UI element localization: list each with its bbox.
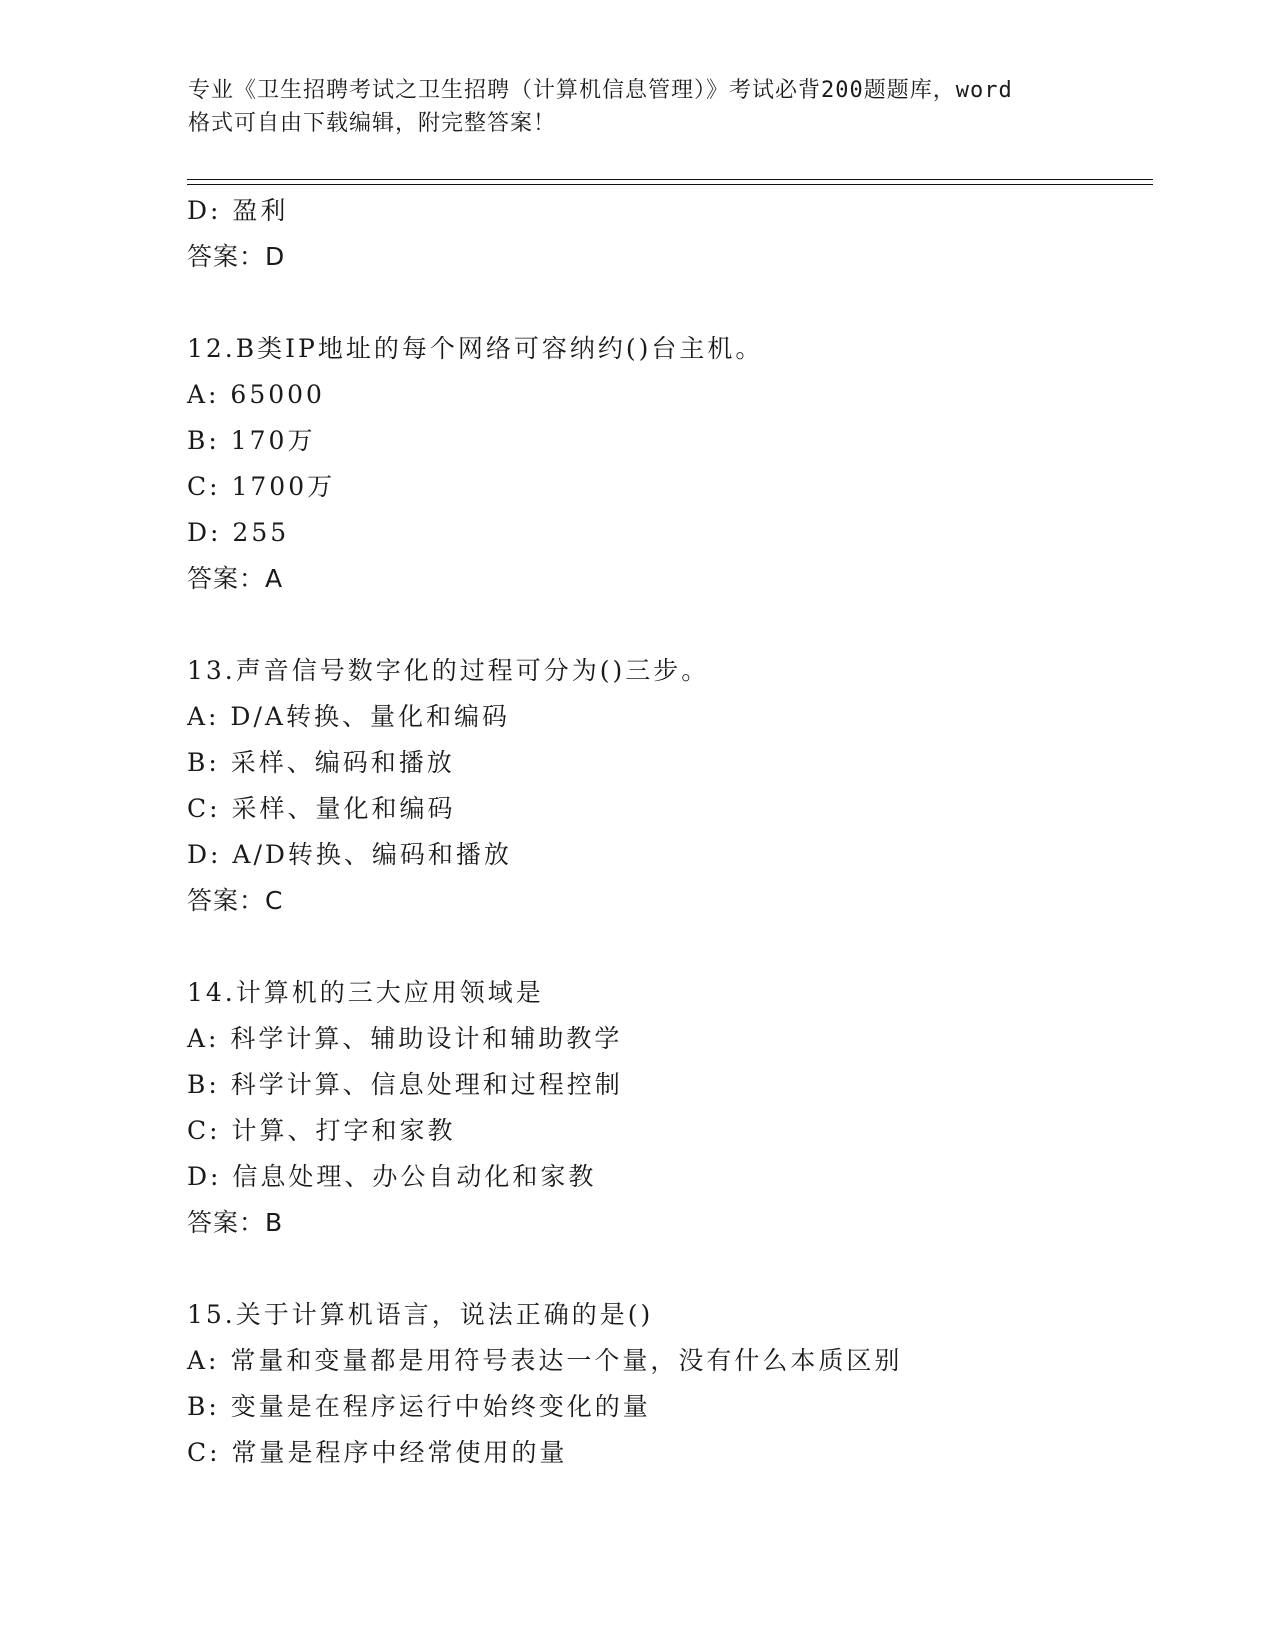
option-c: C: 采样、量化和编码 xyxy=(187,794,456,823)
option-b: B: 科学计算、信息处理和过程控制 xyxy=(187,1070,623,1099)
question-stem: 12.B类IP地址的每个网络可容纳约()台主机。 xyxy=(187,334,764,363)
header-divider-bottom xyxy=(187,184,1153,185)
question-15 xyxy=(187,1292,1147,1476)
header-line-2: 格式可自由下载编辑，附完整答案！ xyxy=(188,111,557,136)
option-d: D: A/D转换、编码和播放 xyxy=(187,840,512,869)
question-stem: 13.声音信号数字化的过程可分为()三步。 xyxy=(187,656,710,685)
question-12 xyxy=(187,326,1147,602)
question-stem: 14.计算机的三大应用领域是 xyxy=(187,978,544,1007)
question-14 xyxy=(187,970,1147,1246)
option-a: A: 常量和变量都是用符号表达一个量，没有什么本质区别 xyxy=(187,1346,903,1375)
option-b: B: 170万 xyxy=(187,426,316,455)
option-a: A: 科学计算、辅助设计和辅助教学 xyxy=(187,1024,623,1053)
option-b: B: 采样、编码和播放 xyxy=(187,748,455,777)
option-c: C: 1700万 xyxy=(187,472,336,501)
document-header xyxy=(188,74,1088,140)
spacer xyxy=(187,602,1147,648)
answer-line: 答案：A xyxy=(187,564,284,593)
question-stem: 15.关于计算机语言，说法正确的是() xyxy=(187,1300,654,1329)
header-line-1: 专业《卫生招聘考试之卫生招聘（计算机信息管理）》考试必背200题题库，word xyxy=(188,78,1013,103)
answer-line: 答案：C xyxy=(187,886,284,915)
question-list xyxy=(187,188,1147,1476)
option-d: D: 盈利 xyxy=(187,196,289,225)
option-d: D: 255 xyxy=(187,518,290,547)
spacer xyxy=(187,924,1147,970)
option-d: D: 信息处理、办公自动化和家教 xyxy=(187,1162,597,1191)
answer-line: 答案：D xyxy=(187,242,286,271)
spacer xyxy=(187,1246,1147,1292)
option-b: B: 变量是在程序运行中始终变化的量 xyxy=(187,1392,651,1421)
header-divider-top xyxy=(187,179,1153,180)
spacer xyxy=(187,280,1147,326)
option-a: A: D/A转换、量化和编码 xyxy=(187,702,510,731)
option-c: C: 计算、打字和家教 xyxy=(187,1116,456,1145)
answer-line: 答案：B xyxy=(187,1208,284,1237)
question-13 xyxy=(187,648,1147,924)
option-c: C: 常量是程序中经常使用的量 xyxy=(187,1438,568,1467)
option-a: A: 65000 xyxy=(187,380,325,409)
